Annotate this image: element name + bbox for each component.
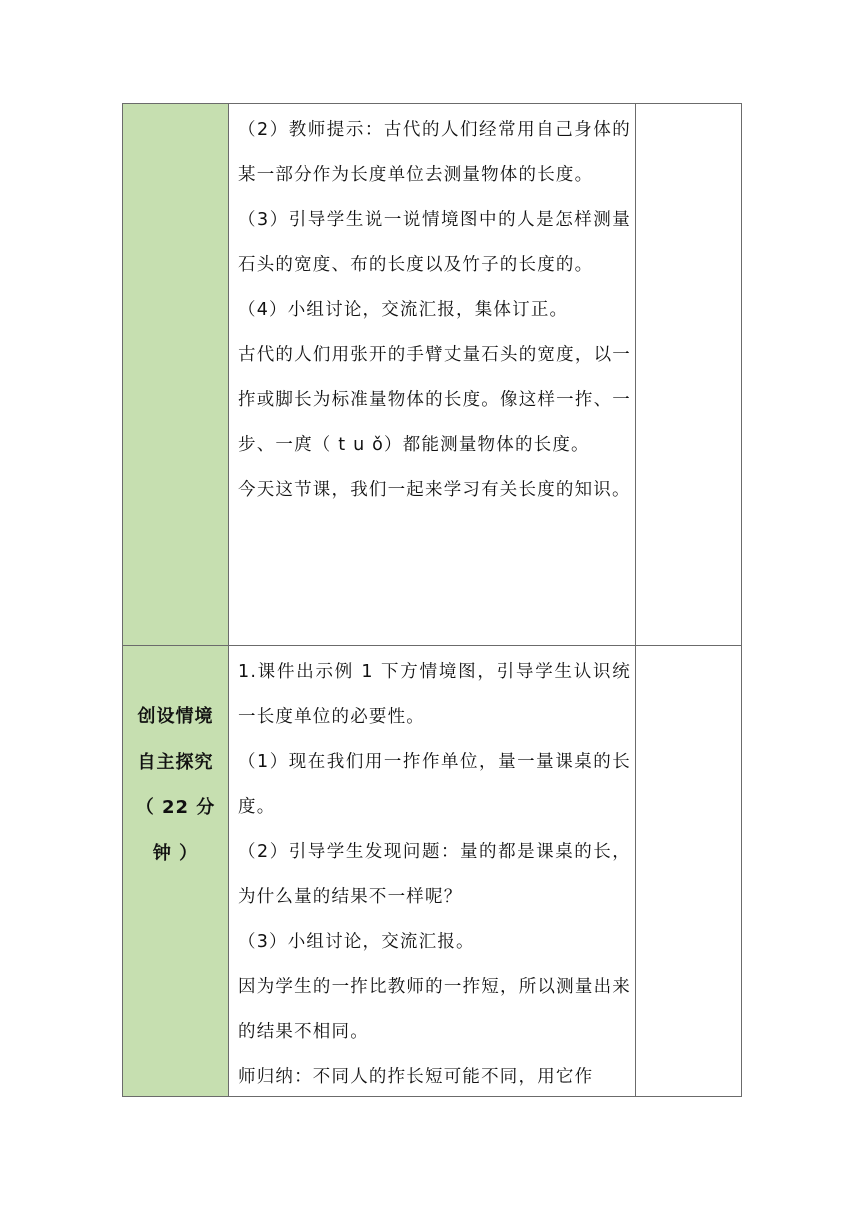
content-cell — [229, 646, 636, 1096]
lesson-plan-table — [122, 103, 742, 1097]
notes-cell — [636, 646, 741, 1096]
paragraph: 1.课件出示例 1 下方情境图，引导学生认识统一长度单位的必要性。 — [238, 662, 631, 727]
stage-label-line: 创设情境 — [137, 706, 214, 727]
paragraph: （1）现在我们用一拃作单位，量一量课桌的长度。 — [238, 752, 631, 817]
paragraph: （4）小组讨论，交流汇报，集体订正。 — [238, 300, 569, 320]
paragraph: 师归纳：不同人的拃长短可能不同，用它作 — [238, 1067, 594, 1087]
table-row — [123, 104, 741, 646]
stage-cell — [123, 104, 229, 645]
paragraph: （3）引导学生说一说情境图中的人是怎样测量石头的宽度、布的长度以及竹子的长度的。 — [238, 210, 631, 275]
content-cell — [229, 104, 636, 645]
stage-label — [123, 694, 228, 876]
stage-label-line: （ 22 分 — [135, 797, 216, 818]
paragraph: （3）小组讨论，交流汇报。 — [238, 932, 475, 952]
stage-label-line: 自主探究 — [137, 751, 214, 773]
paragraph: 因为学生的一拃比教师的一拃短，所以测量出来的结果不相同。 — [238, 977, 631, 1042]
content-text — [238, 650, 631, 1100]
paragraph: （2）引导学生发现问题：量的都是课桌的长，为什么量的结果不一样呢？ — [238, 842, 631, 907]
stage-cell — [123, 646, 229, 1096]
table-row — [123, 646, 741, 1096]
paragraph: 今天这节课，我们一起来学习有关长度的知识。 — [238, 480, 631, 500]
notes-cell — [636, 104, 741, 645]
content-text — [238, 108, 631, 513]
paragraph: （2）教师提示：古代的人们经常用自己身体的某一部分作为长度单位去测量物体的长度。 — [238, 120, 631, 185]
stage-label-line: 钟 ） — [152, 842, 199, 864]
paragraph: 古代的人们用张开的手臂丈量石头的宽度，以一拃或脚长为标准量物体的长度。像这样一拃、一步、一庹（ t u ǒ）都能测量物体的长度。 — [238, 345, 631, 455]
